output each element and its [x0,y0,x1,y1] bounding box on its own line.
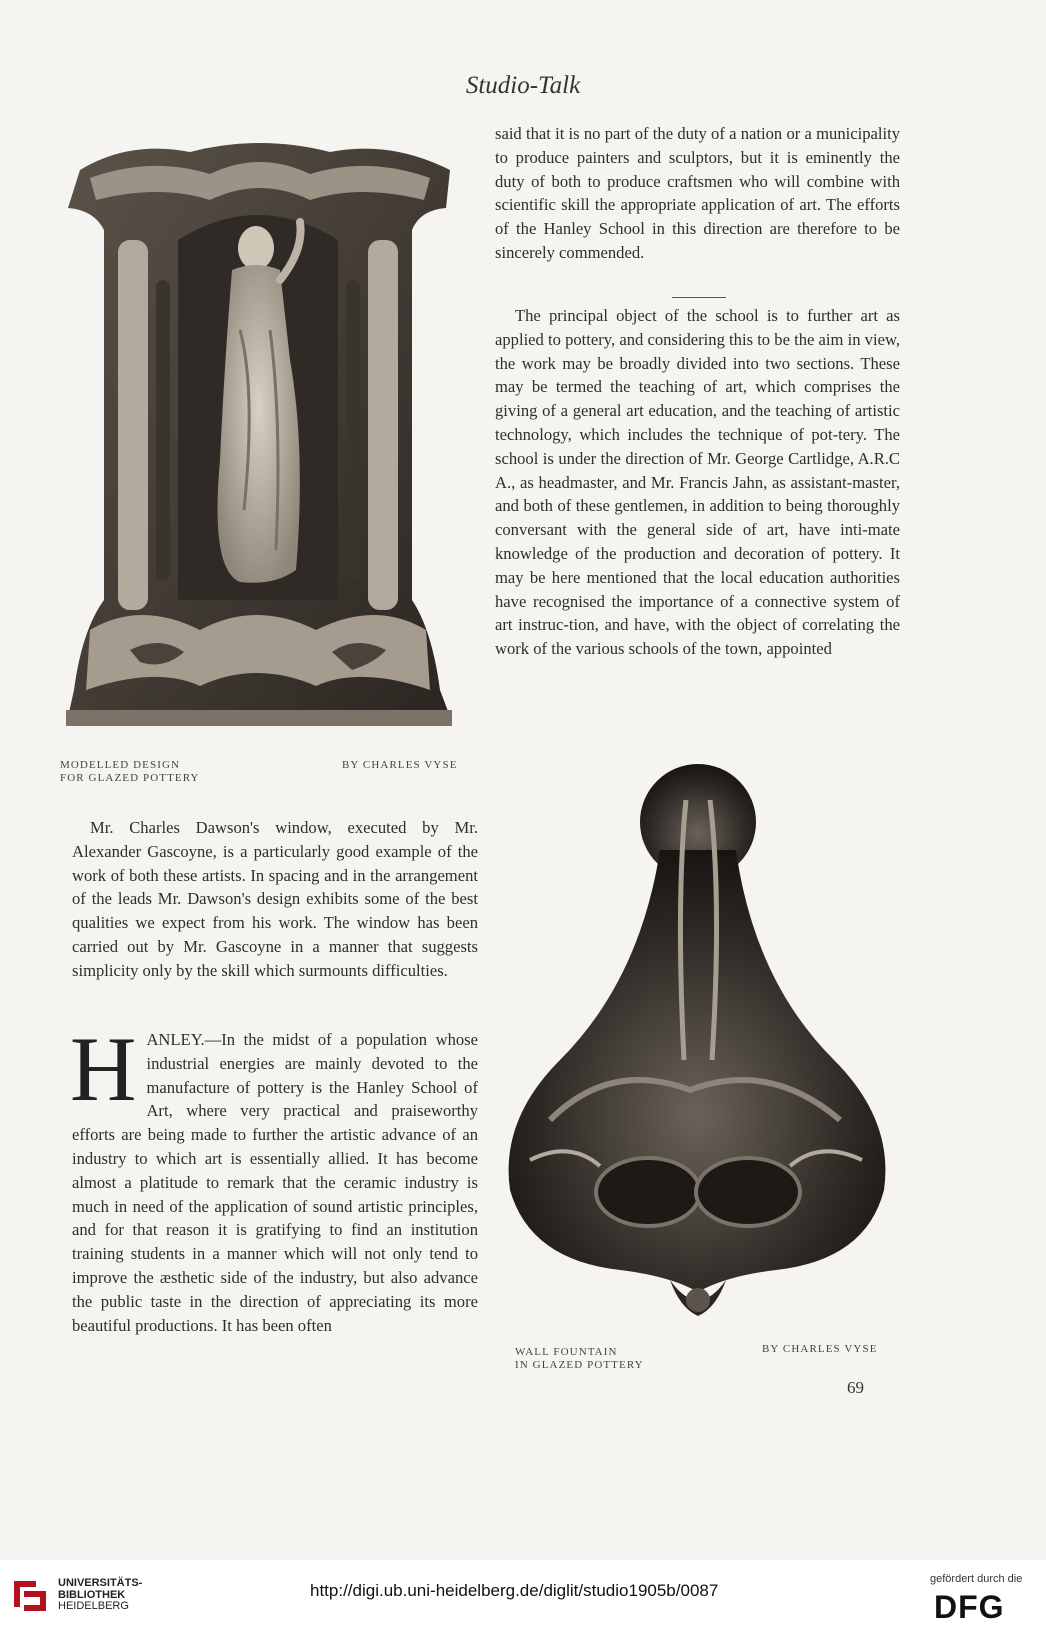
modelled-design-photo [60,130,456,732]
dfg-logo: DFG [934,1589,1005,1625]
paragraph-text: ANLEY.—In the midst of a population whose industrial energies are mainly devoted to the manufacture of pottery is the Hanley School of Art, where very practical and praiseworthy efforts are being made to further the artistic advance of an industry to which art is essentially allied. It has become almost a platitude to remark that the ceramic industry is much in need of the application of sound artistic principles, and for that reason it is gratifying to find an institution training students in a manner which will not only tend to improve the æsthetic side of the industry, but also advance the public taste in the direction of appreciating its more beautiful productions. It has been often [72,1030,478,1335]
figure-2-credit: BY CHARLES VYSE [762,1343,878,1355]
library-line-1: UNIVERSITÄTS- [58,1577,143,1589]
drop-cap: H [70,1018,137,1120]
funded-by-label: gefördert durch die [930,1573,1023,1585]
section-divider [672,297,726,298]
figure-2-caption: WALL FOUNTAIN IN GLAZED POTTERY [515,1346,644,1371]
left-column-paragraph-1 [72,816,478,983]
running-head: Studio-Talk [465,72,581,99]
university-library-logo-icon [10,1577,50,1615]
university-library-name [58,1578,142,1613]
paragraph-text: Mr. Charles Dawson's window, executed by Mr. Alexander Gascoyne, is a particularly good example of the work of both these artists. In spacing and in the arrangement of the leads Mr. Dawson's design exhibits some of the best qualities we expect from his work. The window has been carried out by Mr. Gascoyne in a manner that suggests simplicity only by the skill which surmounts difficulties. [72,818,478,980]
wall-fountain-photo [490,760,900,1330]
paragraph-text: The principal object of the school is to further art as applied to pottery, and considering this to be the aim in view, the work may be broadly divided into two sections. These may be termed the teaching of art, which comprises the giving of a general art education, and the teaching of artistic technology, which includes the technique of pot-tery. The school is under the direction of Mr. George Cartlidge, A.R.C A., as headmaster, and Mr. Francis Jahn, as assistant-master, and both of these gentlemen, in addition to being thoroughly conversant with the general side of art, have inti-mate knowledge of the production and decoration of pottery. It may be here mentioned that the local education authorities have recognised the importance of a connective system of art instruc-tion, and have, with the object of correlating the work of the various schools of the town, appointed [495,306,900,659]
page-number: 69 [847,1378,864,1397]
figure-1-caption: MODELLED DESIGN FOR GLAZED POTTERY [60,759,200,784]
library-line-2: BIBLIOTHEK [58,1588,126,1601]
library-line-3: HEIDELBERG [58,1600,129,1612]
permalink-url[interactable]: http://digi.ub.uni-heidelberg.de/diglit/studio1905b/0087 [310,1581,719,1600]
right-column-top-paragraph [495,122,900,265]
left-column-paragraph-2 [70,1018,478,1337]
figure-1-credit: BY CHARLES VYSE [342,759,458,771]
right-column-second-paragraph [495,304,900,661]
paragraph-text: said that it is no part of the duty of a nation or a municipality to produce painters and sculptors, but it is eminently the duty of both to produce craftsmen who will combine with scientific skill the appropriate application of art. The efforts of the Hanley School in this direction are therefore to be sincerely commended. [495,124,900,262]
